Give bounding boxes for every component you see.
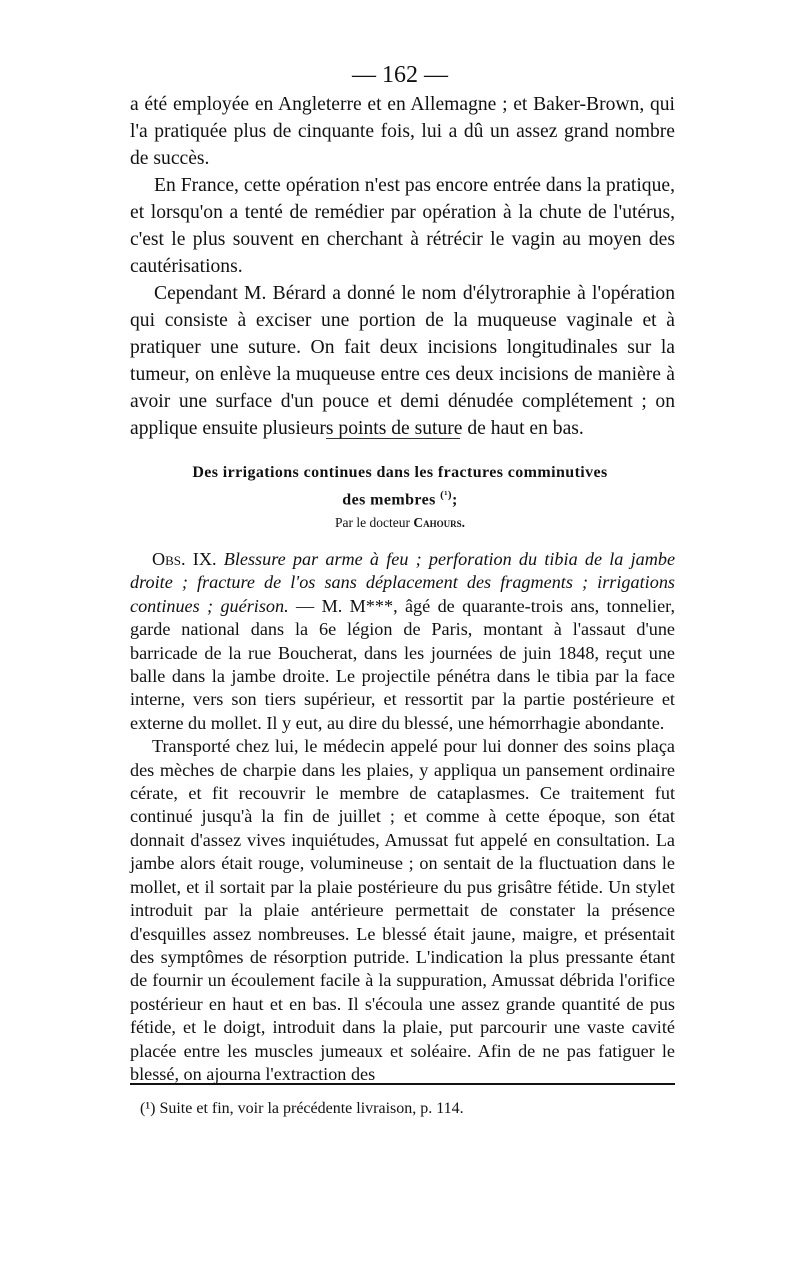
footnote-marker: (¹) xyxy=(140,1100,156,1117)
article-title-line xyxy=(110,484,690,511)
observation-text: — M. M***, âgé de quarante-trois ans, tonnelier, garde national dans la 6e légion de Paris, montant à l'assaut d'une barricade de la rue Boucherat, dans les journées de juin 1848, reçut une balle dans la jambe droite. Le projectile pénétra dans le tibia par la face interne, vers son tiers supérieur, et ressortit par la partie postérieure et externe du mollet. Il y eut, au dire du blessé, une hémorrhagie abondante. xyxy=(130,595,676,733)
byline-author: Cahours. xyxy=(413,515,465,530)
footnote-rule xyxy=(130,1083,675,1085)
article-title-punctuation: ; xyxy=(451,491,458,509)
paragraph: Transporté chez lui, le médecin appelé pour lui donner des soins plaça des mèches de charpie dans les plaies, y appliqua un pansement ordinaire cérate, et fit recouvrir le membre de cataplasmes. Ce traitement fut continué jusqu'à la fin de juillet ; et comme à cette époque, son état donnait d'assez vives inquiétudes, Amussat fut appelé en consultation. La jambe alors était rouge, volumineuse ; on sentait de la fluctuation dans le mollet, et il sortait par la plaie postérieure du pus grisâtre fétide. Un stylet introduit par la plaie antérieure permettait de constater la présence d'esquilles assez nombreuses. Le blessé était jaune, maigre, et présentait des symptômes de résorption putride. L'indication la plus pressante étant de fournir un écoulement facile à la suppuration, Amussat débrida l'orifice postérieur en haut et en bas. Il s'écoula une assez grande quantité de pus fétide, et le doigt, introduit dans la plaie, put parcourir une vaste cavité placée entre les muscles jumeaux et soléaire. Afin de ne pas fatiguer le blessé, on ajourna l'extraction des xyxy=(130,736,675,1084)
separator-line xyxy=(326,438,460,439)
section-body-top xyxy=(130,91,675,442)
section-body-article xyxy=(130,548,675,1086)
observation-label: Obs. IX. xyxy=(152,549,217,569)
byline-prefix: Par le docteur xyxy=(335,515,410,530)
article-title xyxy=(110,462,690,511)
page-number: — 162 — xyxy=(352,62,448,88)
paragraph: a été employée en Angleterre et en Allemagne ; et Baker-Brown, qui l'a pratiquée plus de cinquante fois, lui a dû un assez grand nombre de succès. xyxy=(130,94,675,169)
paragraph: Cependant M. Bérard a donné le nom d'élytroraphie à l'opération qui consiste à exciser une portion de la muqueuse vaginale et à pratiquer une suture. On fait deux incisions longitudinales sur la tumeur, on enlève la muqueuse entre ces deux incisions de manière à avoir une surface d'un pouce et demi dénudée complétement ; on applique ensuite plusieurs points de suture de haut en bas. xyxy=(130,283,675,439)
article-byline xyxy=(0,515,800,531)
paragraph: En France, cette opération n'est pas encore entrée dans la pratique, et lorsqu'on a tenté de remédier par opération à la chute de l'utérus, c'est le plus souvent en cherchant à rétrécir le vagin au moyen des cautérisations. xyxy=(130,175,675,277)
footnote-reference: (¹) xyxy=(440,489,452,501)
article-title-line2: des membres xyxy=(342,491,436,509)
observation-title: Blessure par arme à feu ; perforation du tibia de la jambe droite ; fracture de l'os sans déplacement des fragments ; irrigations continues ; guérison. xyxy=(130,549,676,616)
article-title-line: Des irrigations continues dans les fractures comminutives xyxy=(192,464,608,481)
footnote-text: Suite et fin, voir la précédente livraison, p. 114. xyxy=(159,1100,464,1117)
footnote xyxy=(140,1100,464,1118)
observation-paragraph xyxy=(130,548,675,735)
